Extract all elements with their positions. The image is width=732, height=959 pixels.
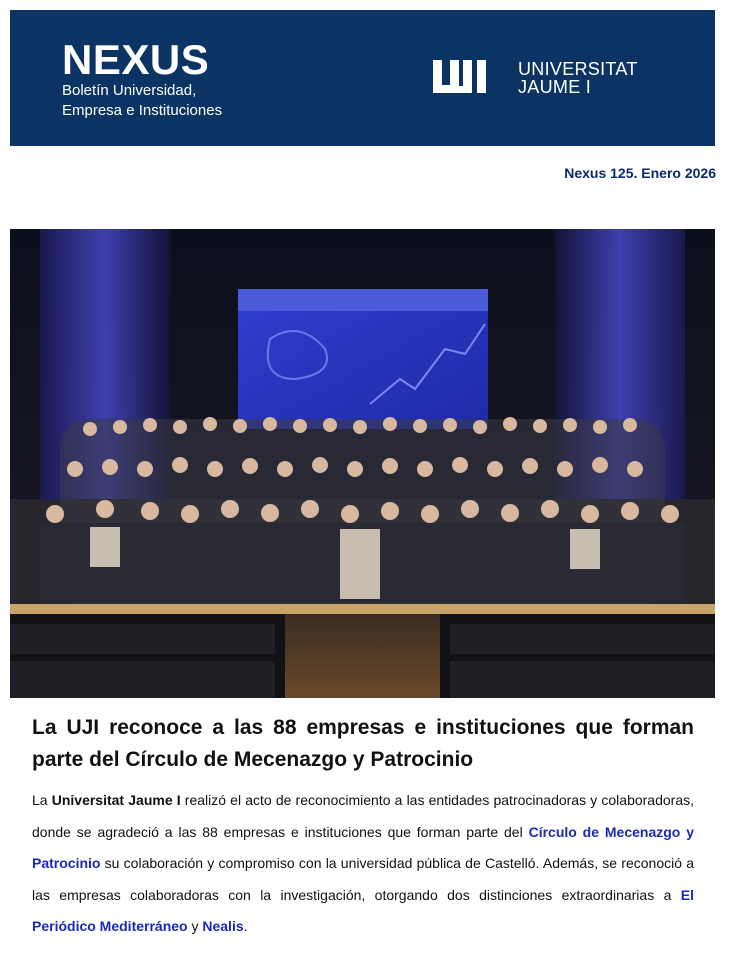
article-body xyxy=(32,785,694,943)
periodico-mediterraneo-link[interactable]: El Periódico Mediterráneo xyxy=(32,886,694,934)
body-text-5: . xyxy=(243,918,248,934)
body-text-4: y xyxy=(187,918,203,934)
newsletter-title: NEXUS xyxy=(62,36,210,83)
body-bold-uji: Universitat Jaume I xyxy=(51,792,181,808)
newsletter-header xyxy=(10,10,715,146)
article-headline: La UJI reconoce a las 88 empresas e instituciones que forman parte del Círculo de Mecenazgo y Patrocinio xyxy=(32,716,694,771)
newsletter-subtitle xyxy=(62,81,222,121)
subtitle-line-1: Boletín Universidad, xyxy=(62,82,197,99)
uji-logo-text xyxy=(518,60,638,96)
logo-name-line-1: UNIVERSITAT xyxy=(518,59,638,79)
logo-name-line-2: JAUME I xyxy=(518,77,592,97)
uji-logo-icon[interactable] xyxy=(433,60,509,96)
body-text-2: realizó el acto de reconocimiento a las entidades patrocinadoras y colaboradoras, donde se agradeció a las 88 empresas e instituciones que forman parte del xyxy=(32,792,694,840)
circulo-mecenazgo-link[interactable]: Círculo de Mecenazgo y Patrocinio xyxy=(32,823,694,871)
body-text-3: su colaboración y compromiso con la universidad pública de Castelló. Además, se reconoció a las empresas colaboradoras con la investigación, otorgando dos distinciones extraordinarias a xyxy=(32,855,694,903)
subtitle-line-2: Empresa e Instituciones xyxy=(62,102,223,119)
group-photo-image xyxy=(10,229,715,698)
body-text-1: La xyxy=(32,792,52,808)
nealis-link[interactable]: Nealis xyxy=(202,918,244,934)
issue-label: Nexus 125. Enero 2026 xyxy=(564,165,716,181)
